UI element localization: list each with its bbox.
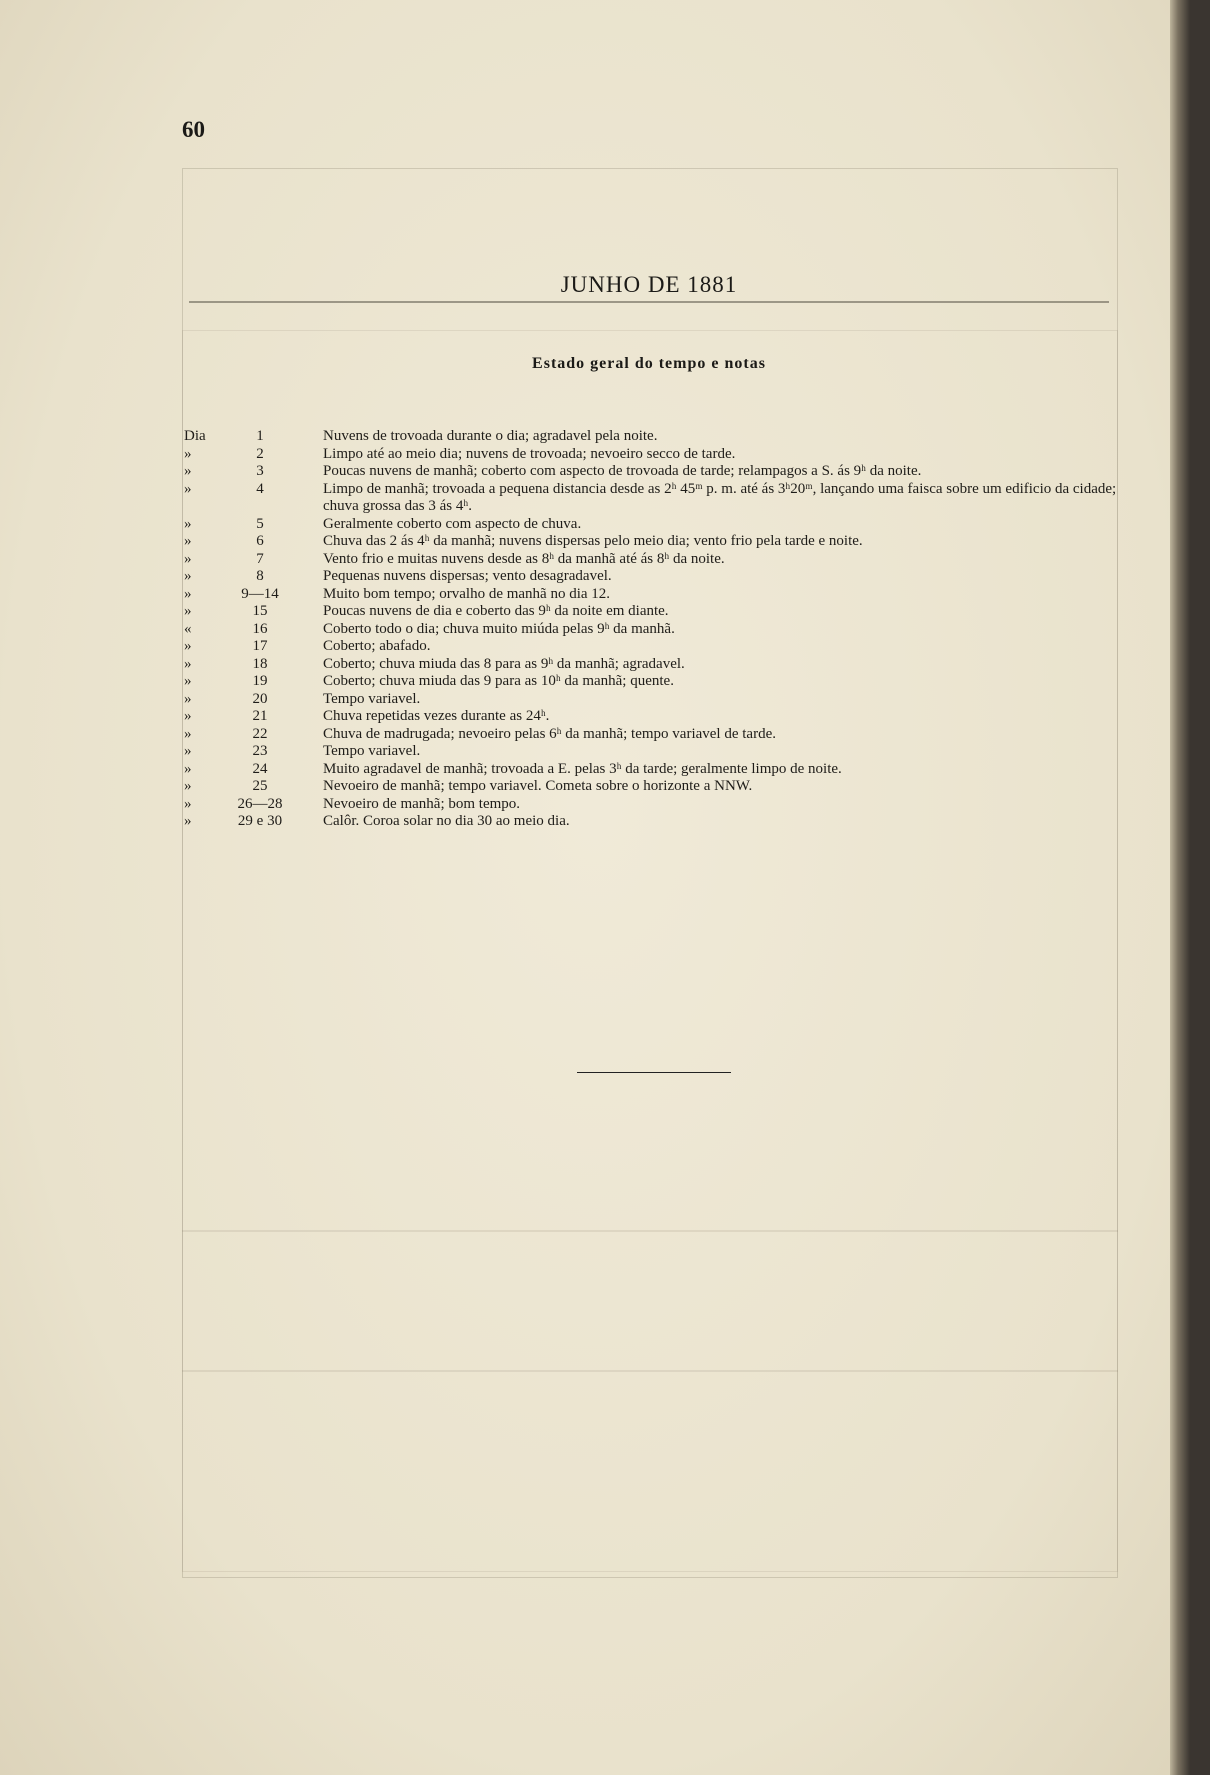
note-day: 17: [252, 638, 268, 654]
note-label: »: [184, 568, 192, 584]
note-day: 20: [252, 690, 268, 707]
note-row: [180, 621, 1130, 639]
note-row: [180, 708, 1130, 726]
note-day: 29 e 30: [237, 813, 283, 829]
note-day: 23: [252, 743, 268, 759]
note-text: Nevoeiro de manhã; bom tempo.: [323, 795, 521, 812]
note-row: [180, 551, 1130, 569]
separator-rule: [577, 1072, 731, 1073]
note-label: »: [184, 480, 192, 497]
note-label: «: [184, 620, 192, 637]
note-day: 26—28: [237, 795, 283, 812]
note-day: 9—14: [241, 585, 279, 602]
note-day: 6: [256, 533, 264, 549]
note-day: 25: [252, 778, 268, 794]
note-label: »: [184, 463, 192, 479]
note-row: [180, 691, 1130, 709]
note-text: Nuvens de trovoada durante o dia; agradavel pela noite.: [323, 428, 658, 444]
note-row: [180, 533, 1130, 551]
note-text: Nevoeiro de manhã; tempo variavel. Cometa sobre o horizonte a NNW.: [323, 778, 753, 794]
note-row: [180, 761, 1130, 779]
note-text: Poucas nuvens de manhã; coberto com aspecto de trovoada de tarde; relampagos a S. ás 9ʰ da noite.: [323, 463, 922, 479]
note-label: »: [184, 603, 192, 619]
note-text: Calôr. Coroa solar no dia 30 ao meio dia.: [323, 813, 570, 829]
note-row: [180, 743, 1130, 761]
note-day: 15: [252, 603, 268, 619]
note-row: [180, 516, 1130, 534]
note-day: 22: [252, 725, 268, 742]
note-row: [180, 813, 1130, 831]
note-text: Vento frio e muitas nuvens desde as 8ʰ da manhã até ás 8ʰ da noite.: [323, 550, 725, 567]
note-label: »: [184, 708, 192, 724]
note-day: 21: [252, 708, 268, 724]
note-text: Limpo até ao meio dia; nuvens de trovoada; nevoeiro secco de tarde.: [323, 445, 736, 462]
note-label: »: [184, 813, 192, 829]
note-label: »: [184, 550, 192, 567]
note-label: »: [184, 533, 192, 549]
note-label: »: [184, 690, 192, 707]
note-text: Chuva repetidas vezes durante as 24ʰ.: [323, 708, 550, 724]
note-text: Tempo variavel.: [323, 690, 421, 707]
note-row: [180, 463, 1130, 481]
title-rule: [189, 301, 1109, 303]
note-label: »: [184, 725, 192, 742]
note-day: 18: [252, 655, 268, 672]
note-row: [180, 568, 1130, 586]
note-text: Poucas nuvens de dia e coberto das 9ʰ da noite em diante.: [323, 603, 669, 619]
note-label: Dia: [184, 428, 206, 444]
note-text: Coberto; chuva miuda das 9 para as 10ʰ da manhã; quente.: [323, 673, 674, 689]
page-edge: [1170, 0, 1190, 1775]
note-text: Geralmente coberto com aspecto de chuva.: [323, 515, 582, 532]
note-day: 24: [252, 760, 268, 777]
note-day: 8: [256, 568, 264, 584]
note-row: [180, 778, 1130, 796]
note-row: [180, 796, 1130, 814]
note-day: 7: [256, 550, 264, 567]
note-text: Chuva de madrugada; nevoeiro pelas 6ʰ da manhã; tempo variavel de tarde.: [323, 725, 776, 742]
note-text: Muito bom tempo; orvalho de manhã no dia 12.: [323, 585, 611, 602]
note-row: [180, 673, 1130, 691]
note-row: [180, 638, 1130, 656]
note-text: Limpo de manhã; trovoada a pequena distancia desde as 2ʰ 45ᵐ p. m. até ás 3ʰ20ᵐ, lançando uma faisca sobre um edificio da cidade; chuva grossa das 3 ás 4ʰ.: [323, 480, 1117, 514]
bleed-through-box: [182, 1230, 1118, 1372]
note-row: [180, 726, 1130, 744]
note-label: »: [184, 795, 192, 812]
note-text: Tempo variavel.: [323, 743, 421, 759]
note-row: [180, 656, 1130, 674]
note-day: 19: [252, 673, 268, 689]
note-text: Muito agradavel de manhã; trovoada a E. pelas 3ʰ da tarde; geralmente limpo de noite.: [323, 760, 842, 777]
note-label: »: [184, 585, 192, 602]
note-label: »: [184, 638, 192, 654]
note-label: »: [184, 655, 192, 672]
note-day: 5: [256, 515, 264, 532]
bleed-through-box: [182, 1370, 1118, 1572]
note-day: 16: [252, 620, 268, 637]
note-text: Chuva das 2 ás 4ʰ da manhã; nuvens dispersas pelo meio dia; vento frio pela tarde e noite.: [323, 533, 863, 549]
notes-list: [180, 428, 1130, 831]
section-title: Estado geral do tempo e notas: [532, 355, 766, 372]
note-label: »: [184, 760, 192, 777]
note-text: Coberto; abafado.: [323, 638, 431, 654]
note-row: [180, 428, 1130, 446]
note-text: Coberto todo o dia; chuva muito miúda pelas 9ʰ da manhã.: [323, 620, 675, 637]
note-day: 1: [256, 428, 264, 444]
note-label: »: [184, 673, 192, 689]
note-label: »: [184, 445, 192, 462]
note-label: »: [184, 515, 192, 532]
note-day: 3: [256, 463, 264, 479]
note-row: [180, 586, 1130, 604]
note-label: »: [184, 743, 192, 759]
page-title: JUNHO DE 1881: [560, 272, 738, 297]
note-text: Coberto; chuva miuda das 8 para as 9ʰ da manhã; agradavel.: [323, 655, 685, 672]
note-day: 2: [256, 445, 264, 462]
note-text: Pequenas nuvens dispersas; vento desagradavel.: [323, 568, 612, 584]
note-row: [180, 481, 1130, 516]
note-row: [180, 446, 1130, 464]
note-row: [180, 603, 1130, 621]
note-day: 4: [256, 480, 264, 497]
note-label: »: [184, 778, 192, 794]
page-number: 60: [182, 117, 205, 142]
